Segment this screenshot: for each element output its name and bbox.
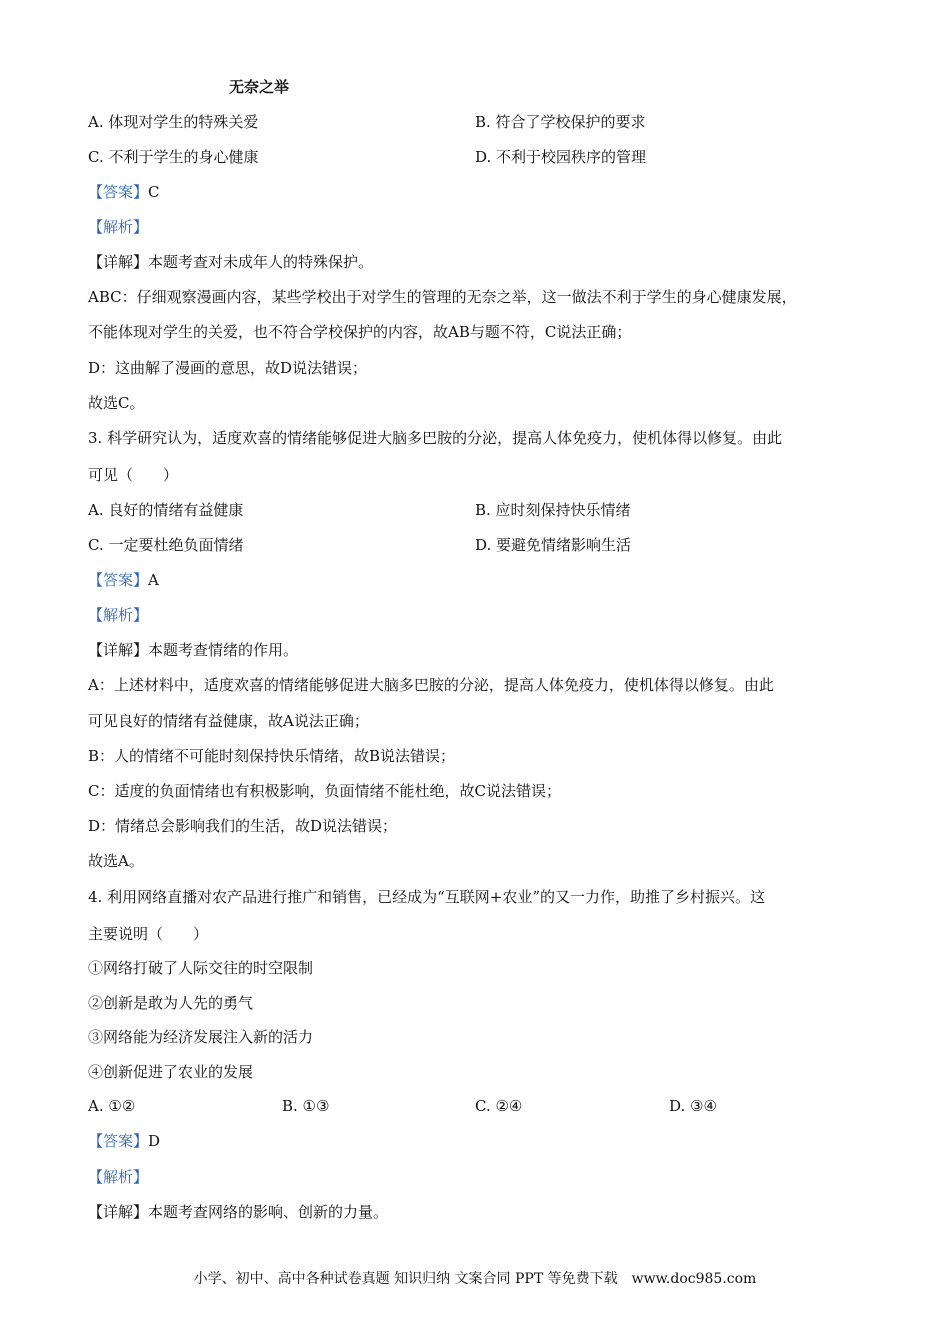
- answer-value: D: [148, 1132, 161, 1150]
- explanation-line: A：上述材料中，适度欢喜的情绪能够促进大脑多巴胺的分泌，提高人体免疫力，使机体得以修复。由此: [88, 676, 774, 694]
- option-c: C. 一定要杜绝负面情绪: [88, 536, 244, 554]
- statement-item: ①网络打破了人际交往的时空限制: [88, 959, 314, 977]
- detail-text: 本题考查网络的影响、创新的力量。: [148, 1203, 389, 1221]
- analysis-tag: 【解析】: [88, 218, 149, 236]
- option-a: A. 良好的情绪有益健康: [88, 501, 244, 519]
- answer-value: A: [148, 571, 159, 589]
- option-d: D. 不利于校园秩序的管理: [475, 148, 647, 166]
- detail-line: [88, 1202, 388, 1222]
- explanation-line: 故选C。: [88, 394, 145, 412]
- answer-value: C: [148, 183, 160, 201]
- explanation-line: 故选A。: [88, 852, 144, 870]
- answer-line: [88, 570, 159, 590]
- detail-line: [88, 640, 298, 660]
- explanation-line: C：适度的负面情绪也有积极影响，负面情绪不能杜绝，故C说法错误；: [88, 782, 561, 800]
- answer-tag: 【答案】: [88, 571, 149, 589]
- explanation-line: ABC：仔细观察漫画内容，某些学校出于对学生的管理的无奈之举，这一做法不利于学生的身心健康发展，: [88, 288, 797, 306]
- detail-tag: 【详解】: [88, 1203, 149, 1221]
- option-a: A. ①②: [88, 1097, 136, 1115]
- option-b: B. ①③: [282, 1097, 330, 1115]
- statement-item: ③网络能为经济发展注入新的活力: [88, 1028, 314, 1046]
- detail-text: 本题考查情绪的作用。: [148, 641, 299, 659]
- answer-line: [88, 1131, 160, 1151]
- statement-item: ②创新是敢为人先的勇气: [88, 994, 254, 1012]
- question-stem: 3. 科学研究认为，适度欢喜的情绪能够促进大脑多巴胺的分泌，提高人体免疫力，使机体得以修复。由此: [88, 429, 783, 447]
- explanation-line: 不能体现对学生的关爱，也不符合学校保护的内容，故AB与题不符，C说法正确；: [88, 323, 632, 341]
- question-stem: 可见（ ）: [88, 466, 179, 484]
- detail-tag: 【详解】: [88, 641, 149, 659]
- option-d: D. 要避免情绪影响生活: [475, 536, 632, 554]
- statement-item: ④创新促进了农业的发展: [88, 1063, 254, 1081]
- detail-text: 本题考查对未成年人的特殊保护。: [148, 253, 374, 271]
- option-d: D. ③④: [669, 1097, 717, 1115]
- answer-line: [88, 182, 160, 202]
- answer-tag: 【答案】: [88, 1132, 149, 1150]
- question-stem: 4. 利用网络直播对农产品进行推广和销售，已经成为“互联网+农业”的又一力作，助推了乡村振兴。这: [88, 888, 765, 906]
- option-c: C. 不利于学生的身心健康: [88, 148, 259, 166]
- analysis-tag: 【解析】: [88, 1168, 149, 1186]
- detail-tag: 【详解】: [88, 253, 149, 271]
- question-stem: 主要说明（ ）: [88, 925, 209, 943]
- option-b: B. 符合了学校保护的要求: [475, 113, 646, 131]
- option-b: B. 应时刻保持快乐情绪: [475, 501, 631, 519]
- explanation-line: D：情绪总会影响我们的生活，故D说法错误；: [88, 817, 398, 835]
- page-footer: 小学、初中、高中各种试卷真题 知识归纳 文案合同 PPT 等免费下载 www.doc985.com: [193, 1271, 757, 1287]
- explanation-line: B：人的情绪不可能时刻保持快乐情绪，故B说法错误；: [88, 747, 456, 765]
- answer-tag: 【答案】: [88, 183, 149, 201]
- detail-line: [88, 252, 373, 272]
- option-a: A. 体现对学生的特殊关爱: [88, 113, 259, 131]
- explanation-line: D：这曲解了漫画的意思，故D说法错误；: [88, 359, 368, 377]
- option-c: C. ②④: [475, 1097, 523, 1115]
- image-caption: 无奈之举: [229, 78, 290, 96]
- analysis-tag: 【解析】: [88, 606, 149, 624]
- explanation-line: 可见良好的情绪有益健康，故A说法正确；: [88, 712, 369, 730]
